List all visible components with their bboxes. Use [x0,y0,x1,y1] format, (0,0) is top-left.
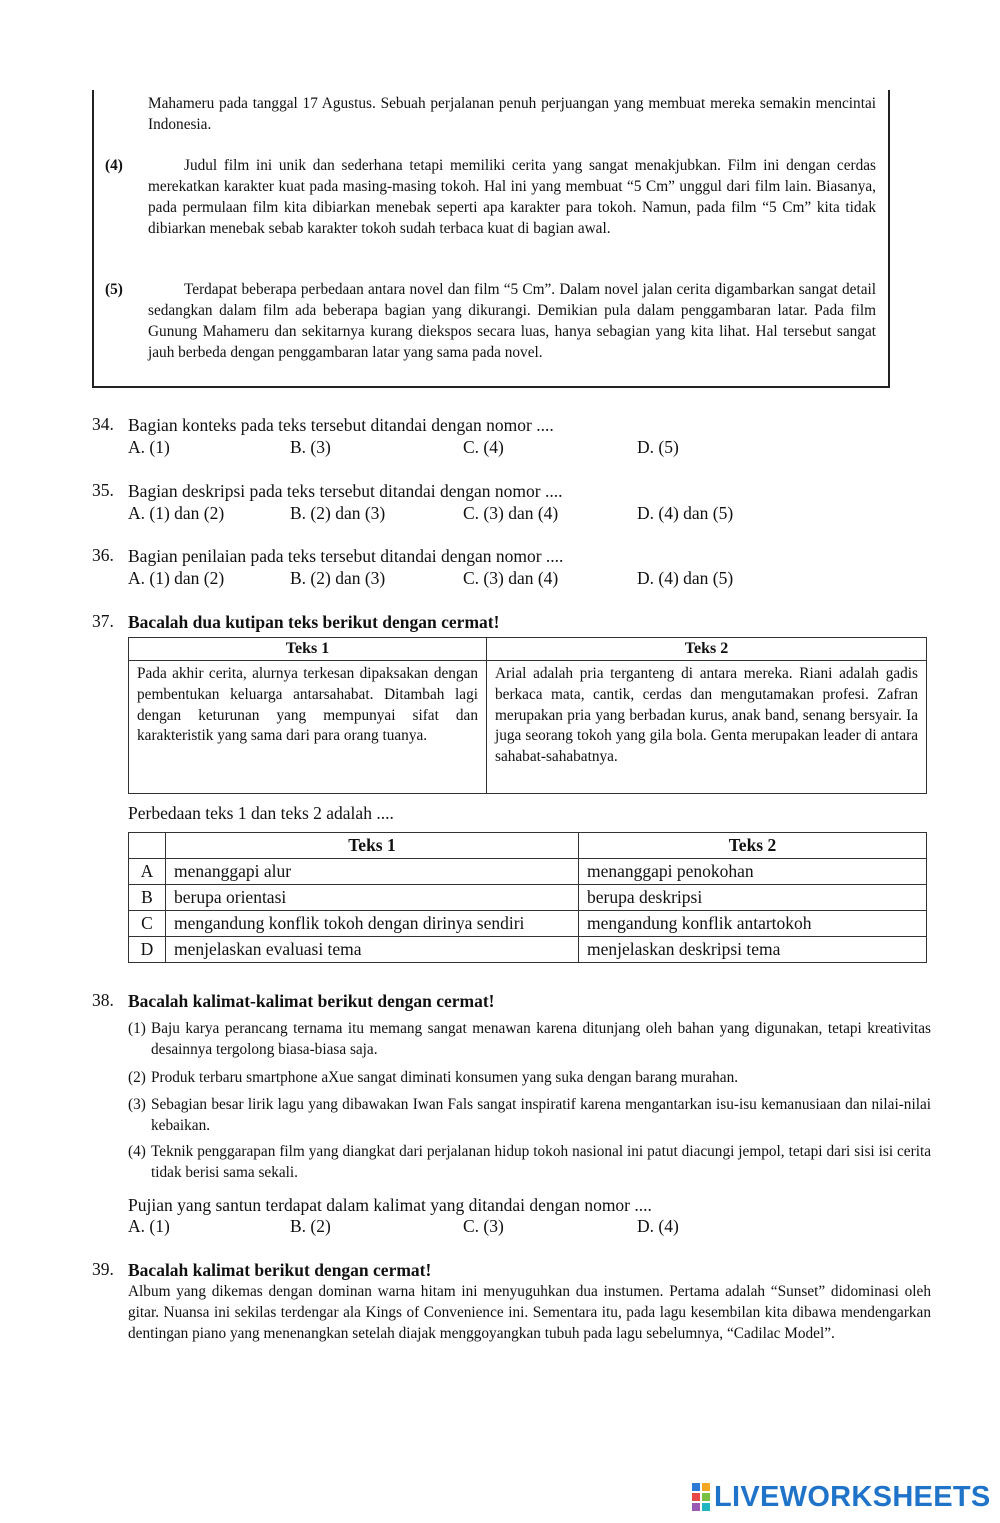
question-38-instruction: Bacalah kalimat-kalimat berikut dengan cermat! [128,991,495,1011]
question-39-number: 39. [92,1259,114,1279]
question-39-passage: Album yang dikemas dengan dominan warna hitam ini menyuguhkan dua instumen. Pertama adalah “Sunset” didominasi oleh gitar. Nuansa ini sekilas terdengar ala Kings of Convenience ini. Sementara itu, pada lagu kesembilan kita dibawa mendengarkan dentingan piano yang menenangkan setelah diajak menggoyangkan tubuh pada lagu sebelumnya, “Cadilac Model”. [128,1283,931,1342]
answer-table [128,832,927,963]
q38-option-b[interactable]: B. (2) [290,1216,331,1236]
sentence-number: (3) [128,1096,146,1113]
answer-col-teks2: Teks 2 [579,833,927,859]
sentence-text: Sebagian besar lirik lagu yang dibawakan Iwan Fals sangat inspiratif karena mengantarkan isu-isu kemanusiaan dan nilai-nilai kebaikan. [151,1096,931,1134]
question-35-number: 35. [92,480,114,500]
passage-paragraph-5: Terdapat beberapa perbedaan antara novel dan film “5 Cm”. Dalam novel jalan cerita digambarkan sangat detail sedangkan dalam film ada beberapa bagian yang dikurangi. Demikian pula dalam penggambaran latar. Pada film Gunung Mahameru dan sekitarnya kurang diekspos secara luas, hanya sebagian yang kita lihat. Hal tersebut sangat jauh berbeda dengan penggambaran latar yang sama pada novel. [148,281,876,361]
answer-teks2: menjelaskan deskripsi tema [579,937,927,963]
answer-teks2: menanggapi penokohan [579,859,927,885]
sentence-item-3 [128,1094,931,1136]
sentence-text: Produk terbaru smartphone aXue sangat diminati konsumen yang suka dengan barang murahan. [151,1069,739,1086]
sentence-number: (1) [128,1020,146,1037]
q38-option-d[interactable]: D. (4) [637,1216,679,1236]
q35-option-c[interactable]: C. (3) dan (4) [463,503,559,523]
question-37-text: Perbedaan teks 1 dan teks 2 adalah .... [128,803,394,823]
question-39-instruction: Bacalah kalimat berikut dengan cermat! [128,1260,432,1280]
q36-option-d[interactable]: D. (4) dan (5) [637,568,734,588]
q34-option-a[interactable]: A. (1) [128,437,170,457]
answer-teks1: menanggapi alur [166,859,579,885]
question-35-text: Bagian deskripsi pada teks tersebut ditandai dengan nomor .... [128,481,563,501]
sentence-text: Baju karya perancang ternama itu memang sangat menawan karena ditunjang oleh bahan yang digunakan, tetapi kreativitas desainnya tergolong biasa-biasa saja. [151,1020,931,1058]
q38-option-c[interactable]: C. (3) [463,1216,504,1236]
q36-option-a[interactable]: A. (1) dan (2) [128,568,225,588]
sentence-number: (4) [128,1143,146,1160]
answer-teks1: berupa orientasi [166,885,579,911]
sentence-item-1 [128,1018,931,1060]
answer-letter: C [129,911,166,937]
paragraph-number-4: (4) [105,157,123,174]
answer-row-d[interactable] [129,937,927,963]
answer-teks1: menjelaskan evaluasi tema [166,937,579,963]
q34-option-b[interactable]: B. (3) [290,437,331,457]
answer-col-teks1: Teks 1 [166,833,579,859]
teks1-header: Teks 1 [129,638,487,661]
answer-letter: B [129,885,166,911]
question-37-instruction: Bacalah dua kutipan teks berikut dengan cermat! [128,612,500,632]
answer-teks2: berupa deskripsi [579,885,927,911]
sentence-text: Teknik penggarapan film yang diangkat dari perjalanan hidup tokoh nasional ini patut diacungi jempol, tetapi dari sisi isi cerita tidak berisi sama sekali. [151,1143,931,1181]
q36-option-c[interactable]: C. (3) dan (4) [463,568,559,588]
answer-teks1: mengandung konflik tokoh dengan dirinya sendiri [166,911,579,937]
answer-row-c[interactable] [129,911,927,937]
question-34-number: 34. [92,414,114,434]
question-34-text: Bagian konteks pada teks tersebut ditandai dengan nomor .... [128,415,554,435]
answer-table-corner [129,833,166,859]
q35-option-a[interactable]: A. (1) dan (2) [128,503,225,523]
answer-row-b[interactable] [129,885,927,911]
sentence-number: (2) [128,1069,146,1086]
question-37-number: 37. [92,611,114,631]
teks1-body: Pada akhir cerita, alurnya terkesan dipaksakan dengan pembentukan keluarga antarsahabat. Ditambah lagi dengan keturunan yang mempunyai sifat dan karakteristik yang sama dari para orang tuanya. [129,661,487,794]
q34-option-d[interactable]: D. (5) [637,437,679,457]
question-36-number: 36. [92,545,114,565]
logo-blocks-icon [692,1483,710,1511]
passage-paragraph-4: Judul film ini unik dan sederhana tetapi memiliki cerita yang sangat menakjubkan. Film ini dengan cerdas merekatkan karakter kuat pada masing-masing tokoh. Hal ini yang membuat “5 Cm” unggul dari film lain. Biasanya, pada permulaan film kita dibiarkan menebak seperti apa karakter para tokoh. Namun, pada film “5 Cm” kita tidak dibiarkan menebak sebab karakter tokoh sudah terbaca kuat di bagian awal. [148,157,876,237]
answer-letter: A [129,859,166,885]
question-38-text: Pujian yang santun terdapat dalam kalimat yang ditandai dengan nomor .... [128,1195,652,1215]
sentence-item-4 [128,1141,931,1183]
q35-option-b[interactable]: B. (2) dan (3) [290,503,386,523]
passage-paragraph-3-tail: Mahameru pada tanggal 17 Agustus. Sebuah perjalanan penuh perjuangan yang membuat mereka semakin mencintai Indonesia. [148,95,876,133]
liveworksheets-logo [692,1482,991,1512]
q36-option-b[interactable]: B. (2) dan (3) [290,568,386,588]
teks2-body: Arial adalah pria terganteng di antara mereka. Riani adalah gadis berkaca mata, cantik, cerdas dan mengutamakan profesi. Zafran merupakan pria yang berbadan kurus, anak band, senang bersyair. Ia juga seorang tokoh yang gila bola. Genta merupakan leader di antara sahabat-sahabatnya. [487,661,927,794]
answer-row-a[interactable] [129,859,927,885]
q34-option-c[interactable]: C. (4) [463,437,504,457]
text-comparison-table [128,637,927,794]
question-36-text: Bagian penilaian pada teks tersebut ditandai dengan nomor .... [128,546,564,566]
answer-letter: D [129,937,166,963]
teks2-header: Teks 2 [487,638,927,661]
logo-wordmark: LIVEWORKSHEETS [714,1480,991,1513]
answer-teks2: mengandung konflik antartokoh [579,911,927,937]
q38-option-a[interactable]: A. (1) [128,1216,170,1236]
q35-option-d[interactable]: D. (4) dan (5) [637,503,734,523]
question-38-number: 38. [92,990,114,1010]
sentence-item-2 [128,1067,931,1088]
paragraph-number-5: (5) [105,281,123,298]
